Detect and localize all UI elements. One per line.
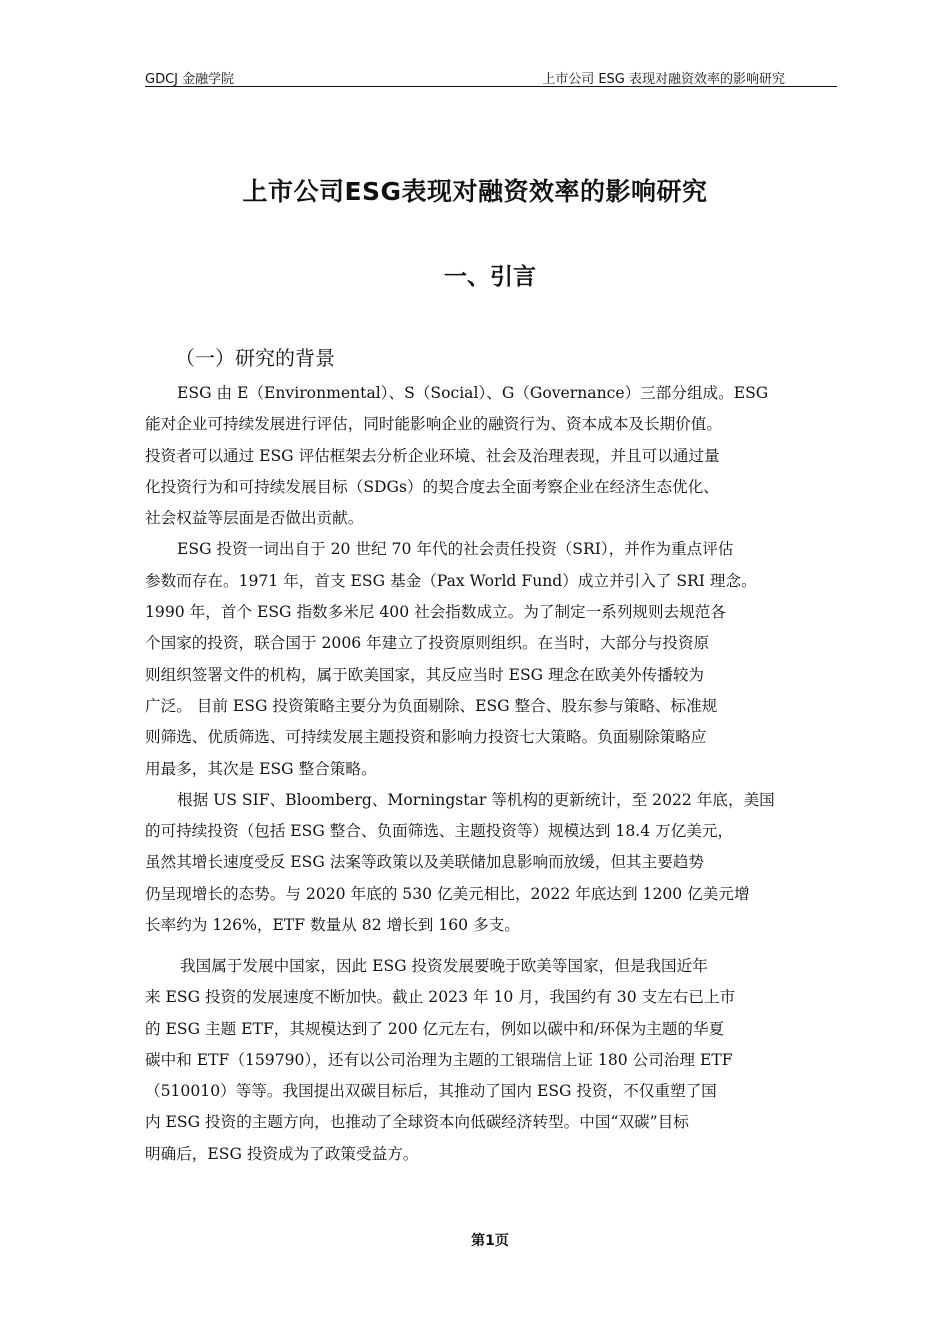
text-line: 长率约为 126%，ETF 数量从 82 增长到 160 多支。 <box>145 916 520 935</box>
text-line: 碳中和 ETF（159790），还有以公司治理为主题的工银瑞信上证 180 公司治理 ETF <box>145 1050 733 1069</box>
document-title: 上市公司ESG表现对融资效率的影响研究 <box>242 177 708 206</box>
text-line: 明确后，ESG 投资成为了政策受益方。 <box>145 1144 419 1163</box>
text-line: （510010）等等。我国提出双碳目标后，其推动了国内 ESG 投资，不仅重塑了国 <box>145 1082 717 1101</box>
text-line: 的 ESG 主题 ETF，其规模达到了 200 亿元左右，例如以碳中和/环保为主题的华夏 <box>145 1019 725 1038</box>
text-line: 的可持续投资（包括 ESG 整合、负面筛选、主题投资等）规模达到 18.4 万亿美元， <box>145 822 734 841</box>
text-line: 社会权益等层面是否做出贡献。 <box>145 509 364 528</box>
paragraph-4 <box>145 951 845 1170</box>
text-line: 则筛选、优质筛选、可持续发展主题投资和影响力投资七大策略。负面剔除策略应 <box>145 728 707 747</box>
section-heading: 一、引言 <box>444 264 536 290</box>
text-line: 根据 US SIF、Bloomberg、Morningstar 等机构的更新统计，至 2022 年底，美国 <box>177 790 775 809</box>
page-number: 第1页 <box>471 1233 509 1249</box>
text-line: ESG 由 E（Environmental）、S（Social）、G（Governance）三部分组成。ESG <box>177 384 769 402</box>
text-line: 则组织签署文件的机构，属于欧美国家，其反应当时 ESG 理念在欧美外传播较为 <box>145 665 705 684</box>
text-line: 内 ESG 投资的主题方向，也推动了全球资本向低碳经济转型。中国“双碳”目标 <box>145 1113 689 1132</box>
page-header <box>145 66 837 87</box>
text-line: 我国属于发展中国家，因此 ESG 投资发展要晚于欧美等国家，但是我国近年 <box>180 957 708 975</box>
paragraph-3 <box>145 785 845 941</box>
text-line: ESG 投资一词出自于 20 世纪 70 年代的社会责任投资（SRI），并作为重点评估 <box>177 540 734 559</box>
text-line: 来 ESG 投资的发展速度不断加快。截止 2023 年 10 月，我国约有 30 支左右已上市 <box>145 988 736 1007</box>
text-line: 仍呈现增长的态势。与 2020 年底的 530 亿美元相比，2022 年底达到 1200 亿美元增 <box>145 884 750 903</box>
text-line: 1990 年，首个 ESG 指数多米尼 400 社会指数成立。为了制定一系列规则去规范各 <box>145 603 726 622</box>
text-line: 投资者可以通过 ESG 评估框架去分析企业环境、社会及治理表现，并且可以通过量 <box>145 446 720 465</box>
header-left-text: GDCJ 金融学院 <box>145 72 235 87</box>
text-line: 用最多，其次是 ESG 整合策略。 <box>145 759 377 778</box>
text-line: 虽然其增长速度受反 ESG 法案等政策以及美联储加息影响而放缓，但其主要趋势 <box>145 853 705 872</box>
paragraph-2 <box>145 534 845 784</box>
header-right-text: 上市公司 ESG 表现对融资效率的影响研究 <box>542 72 785 87</box>
paragraph-1 <box>145 378 845 534</box>
body-text <box>145 378 845 941</box>
text-line: 个国家的投资，联合国于 2006 年建立了投资原则组织。在当时，大部分与投资原 <box>145 634 710 653</box>
text-line: 能对企业可持续发展进行评估，同时能影响企业的融资行为、资本成本及长期价值。 <box>145 415 722 434</box>
subsection-heading: （一）研究的背景 <box>175 346 335 370</box>
text-line: 化投资行为和可持续发展目标（SDGs）的契合度去全面考察企业在经济生态优化、 <box>145 477 719 496</box>
text-line: 参数而存在。1971 年，首支 ESG 基金（Pax World Fund）成立并引入了 SRI 理念。 <box>145 571 757 590</box>
text-line: 广泛。 目前 ESG 投资策略主要分为负面剔除、ESG 整合、股东参与策略、标准规 <box>145 696 718 715</box>
